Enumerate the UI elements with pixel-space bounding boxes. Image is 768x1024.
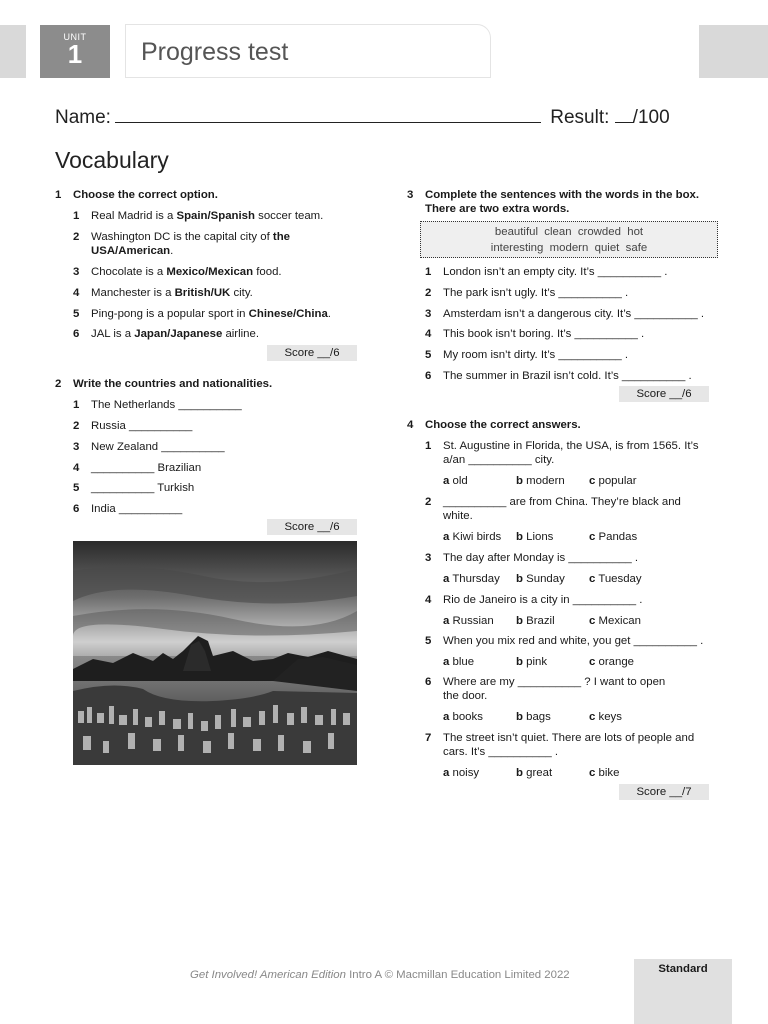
item-text-pre: JAL is a [91, 328, 135, 340]
option-text: Sunday [526, 573, 565, 585]
word-box [420, 221, 718, 258]
item-text-line1[interactable]: When you mix red and white, you get __________ . [443, 635, 704, 647]
option-text: blue [452, 656, 475, 668]
answer-options [443, 474, 703, 488]
q4-score: Score __/7 [619, 784, 709, 800]
q2-score: Score __/6 [267, 519, 357, 535]
result-label: Result: [550, 107, 610, 128]
level-box [634, 959, 732, 1024]
answer-options [443, 614, 703, 628]
option-a[interactable] [443, 614, 494, 628]
unit-badge [40, 25, 110, 78]
item-text-post: city. [230, 287, 253, 299]
item-text-line2[interactable]: a/an __________ city. [443, 454, 555, 466]
item-text[interactable]: Russia __________ [91, 420, 193, 432]
option-a[interactable] [443, 655, 474, 669]
option-c[interactable] [589, 572, 642, 586]
option-a[interactable] [443, 766, 479, 780]
q2-heading [55, 377, 273, 391]
item-text-pre: Manchester is a [91, 287, 175, 299]
option-c[interactable] [589, 655, 634, 669]
name-label: Name: [55, 107, 111, 128]
footer-copyright [190, 969, 570, 981]
result-total: /100 [632, 107, 670, 128]
city-photo-image [73, 541, 357, 765]
answer-options [443, 572, 703, 586]
option-letter: a [443, 615, 450, 627]
option-a[interactable] [443, 474, 468, 488]
item-text-post: soccer team. [254, 210, 324, 222]
item-text-line1[interactable]: The day after Monday is __________ . [443, 552, 639, 564]
option-b[interactable] [516, 614, 555, 628]
q4-heading [407, 418, 581, 432]
option-b[interactable] [516, 530, 553, 544]
left-header-tab [0, 25, 26, 78]
option-c[interactable] [589, 530, 637, 544]
q2-number: 2 [55, 378, 62, 390]
option-letter: b [516, 711, 523, 723]
item-text[interactable]: New Zealand __________ [91, 441, 225, 453]
item-number: 4 [73, 462, 80, 474]
item-number: 6 [73, 328, 80, 340]
item-number: 5 [425, 635, 432, 647]
q1-number: 1 [55, 189, 62, 201]
option-letter: c [589, 767, 596, 779]
item-number: 3 [73, 441, 80, 453]
item-text[interactable]: London isn’t an empty city. It’s __________ . [443, 266, 668, 278]
item-text-pre: Washington DC is the capital city of [91, 231, 273, 243]
option-text: Pandas [598, 531, 638, 543]
option-text: noisy [452, 767, 480, 779]
option-b[interactable] [516, 572, 565, 586]
item-option[interactable]: Mexico/Mexican [166, 266, 254, 278]
item-number: 3 [425, 308, 432, 320]
option-b[interactable] [516, 766, 552, 780]
option-letter: b [516, 767, 523, 779]
answer-options [443, 766, 703, 780]
item-text[interactable]: __________ Brazilian [91, 462, 202, 474]
option-c[interactable] [589, 614, 641, 628]
option-letter: c [589, 656, 596, 668]
option-text: Tuesday [598, 573, 642, 585]
option-b[interactable] [516, 710, 551, 724]
item-text-post: airline. [222, 328, 260, 340]
footer-copyright-text: Intro A © Macmillan Education Limited 2022 [345, 969, 570, 981]
item-text[interactable]: Amsterdam isn’t a dangerous city. It’s __________ . [443, 308, 705, 320]
option-a[interactable] [443, 710, 483, 724]
name-result-line [55, 106, 670, 129]
q3-text-line1: Complete the sentences with the words in the box. [425, 189, 700, 201]
item-number: 6 [425, 676, 432, 688]
option-letter: c [589, 615, 596, 627]
item-text-line1[interactable]: __________ are from China. They’re black and [443, 496, 681, 508]
option-letter: b [516, 475, 523, 487]
option-letter: b [516, 573, 523, 585]
option-letter: c [589, 573, 596, 585]
item-text-line1[interactable]: Rio de Janeiro is a city in __________ . [443, 594, 643, 606]
city-photo [73, 541, 357, 765]
option-a[interactable] [443, 572, 500, 586]
q3-score: Score __/6 [619, 386, 709, 402]
title-box [125, 24, 491, 78]
item-number: 2 [425, 287, 432, 299]
option-text: modern [526, 475, 565, 487]
option-text: bags [526, 711, 551, 723]
item-text-post: . [170, 245, 174, 257]
option-b[interactable] [516, 655, 547, 669]
word-box-line2: interesting modern quiet safe [490, 242, 648, 254]
option-c[interactable] [589, 474, 637, 488]
option-letter: c [589, 475, 596, 487]
item-number: 5 [425, 349, 432, 361]
option-c[interactable] [589, 766, 619, 780]
item-text [91, 307, 331, 321]
item-number: 4 [73, 287, 80, 299]
option-text: books [452, 711, 483, 723]
item-text [91, 286, 253, 300]
option-text: pink [526, 656, 548, 668]
item-text[interactable]: India __________ [91, 503, 183, 515]
item-number: 2 [73, 420, 80, 432]
option-letter: a [443, 711, 450, 723]
result-blank[interactable] [615, 106, 633, 123]
item-number: 6 [425, 370, 432, 382]
section-title: Vocabulary [55, 147, 169, 173]
item-option[interactable]: British/UK [174, 287, 231, 299]
option-text: Brazil [526, 615, 555, 627]
item-text[interactable]: The Netherlands __________ [91, 399, 242, 411]
option-letter: c [589, 531, 596, 543]
item-number: 5 [73, 308, 80, 320]
item-option[interactable]: Spain/Spanish [176, 210, 255, 222]
item-text[interactable]: __________ Turkish [91, 482, 195, 494]
item-number: 1 [73, 399, 80, 411]
option-text: great [526, 767, 553, 779]
item-number: 5 [73, 482, 80, 494]
q3-heading [407, 188, 727, 215]
item-text[interactable]: My room isn’t dirty. It’s __________ . [443, 349, 629, 361]
right-header-tab [699, 25, 768, 78]
item-number: 1 [425, 440, 432, 452]
option-c[interactable] [589, 710, 622, 724]
item-text-pre: Ping-pong is a popular sport in [91, 308, 249, 320]
option-a[interactable] [443, 530, 501, 544]
option-text: Lions [526, 531, 554, 543]
item-number: 3 [425, 552, 432, 564]
option-text: bike [598, 767, 620, 779]
item-number: 7 [425, 732, 432, 744]
option-text: Thursday [452, 573, 500, 585]
q3-number: 3 [407, 189, 414, 201]
item-number: 4 [425, 594, 432, 606]
item-text-line1[interactable]: The street isn’t quiet. There are lots of people and [443, 732, 695, 744]
option-text: keys [598, 711, 622, 723]
option-letter: a [443, 475, 450, 487]
item-text-line2[interactable]: the door. [443, 690, 488, 702]
item-option[interactable]: Chinese/China [248, 308, 328, 320]
item-option[interactable]: the USA/American [91, 231, 290, 257]
unit-label: UNIT [63, 32, 87, 42]
option-letter: b [516, 531, 523, 543]
word-box-line1: beautiful clean crowded hot [494, 226, 644, 238]
item-number: 6 [73, 503, 80, 515]
name-blank[interactable] [115, 106, 541, 123]
q4-number: 4 [407, 419, 414, 431]
item-text[interactable]: This book isn’t boring. It’s __________ . [443, 328, 645, 340]
option-text: Kiwi birds [452, 531, 502, 543]
option-letter: a [443, 656, 450, 668]
item-text[interactable]: The park isn’t ugly. It’s __________ . [443, 287, 629, 299]
item-text-line2[interactable]: white. [443, 510, 473, 522]
item-number: 1 [425, 266, 432, 278]
item-text-post: food. [253, 266, 282, 278]
item-text-line2[interactable]: cars. It’s __________ . [443, 746, 559, 758]
option-letter: c [589, 711, 596, 723]
item-text-line1[interactable]: Where are my __________ ? I want to open [443, 676, 666, 688]
item-text [91, 209, 323, 223]
q1-score: Score __/6 [267, 345, 357, 361]
footer-book-title: Get Involved! American Edition [190, 969, 346, 981]
q4-text: Choose the correct answers. [425, 419, 581, 431]
item-text[interactable]: The summer in Brazil isn’t cold. It’s __________ . [443, 370, 692, 382]
page-title: Progress test [141, 38, 289, 66]
answer-options [443, 655, 703, 669]
item-number: 2 [425, 496, 432, 508]
item-number: 1 [73, 210, 80, 222]
q2-text: Write the countries and nationalities. [73, 378, 273, 390]
option-letter: a [443, 531, 450, 543]
option-text: old [452, 475, 468, 487]
item-text [91, 327, 259, 341]
option-letter: a [443, 573, 450, 585]
option-letter: b [516, 615, 523, 627]
item-text-pre: Real Madrid is a [91, 210, 177, 222]
option-text: Russian [452, 615, 494, 627]
item-number: 4 [425, 328, 432, 340]
item-option[interactable]: Japan/Japanese [134, 328, 223, 340]
answer-options [443, 710, 703, 724]
q3-text-line2: There are two extra words. [425, 203, 570, 215]
item-number: 3 [73, 266, 80, 278]
item-text [91, 265, 282, 279]
item-number: 2 [73, 231, 80, 243]
option-b[interactable] [516, 474, 565, 488]
option-letter: a [443, 767, 450, 779]
option-text: Mexican [598, 615, 641, 627]
option-text: popular [598, 475, 637, 487]
answer-options [443, 530, 703, 544]
level-label: Standard [658, 963, 708, 975]
unit-number: 1 [67, 39, 83, 69]
q1-heading [55, 188, 218, 202]
q1-text: Choose the correct option. [73, 189, 218, 201]
item-text-pre: Chocolate is a [91, 266, 167, 278]
option-text: orange [598, 656, 634, 668]
option-letter: b [516, 656, 523, 668]
item-text-post: . [327, 308, 331, 320]
item-text-line1[interactable]: St. Augustine in Florida, the USA, is from 1565. It’s [443, 440, 699, 452]
item-text [91, 230, 316, 258]
